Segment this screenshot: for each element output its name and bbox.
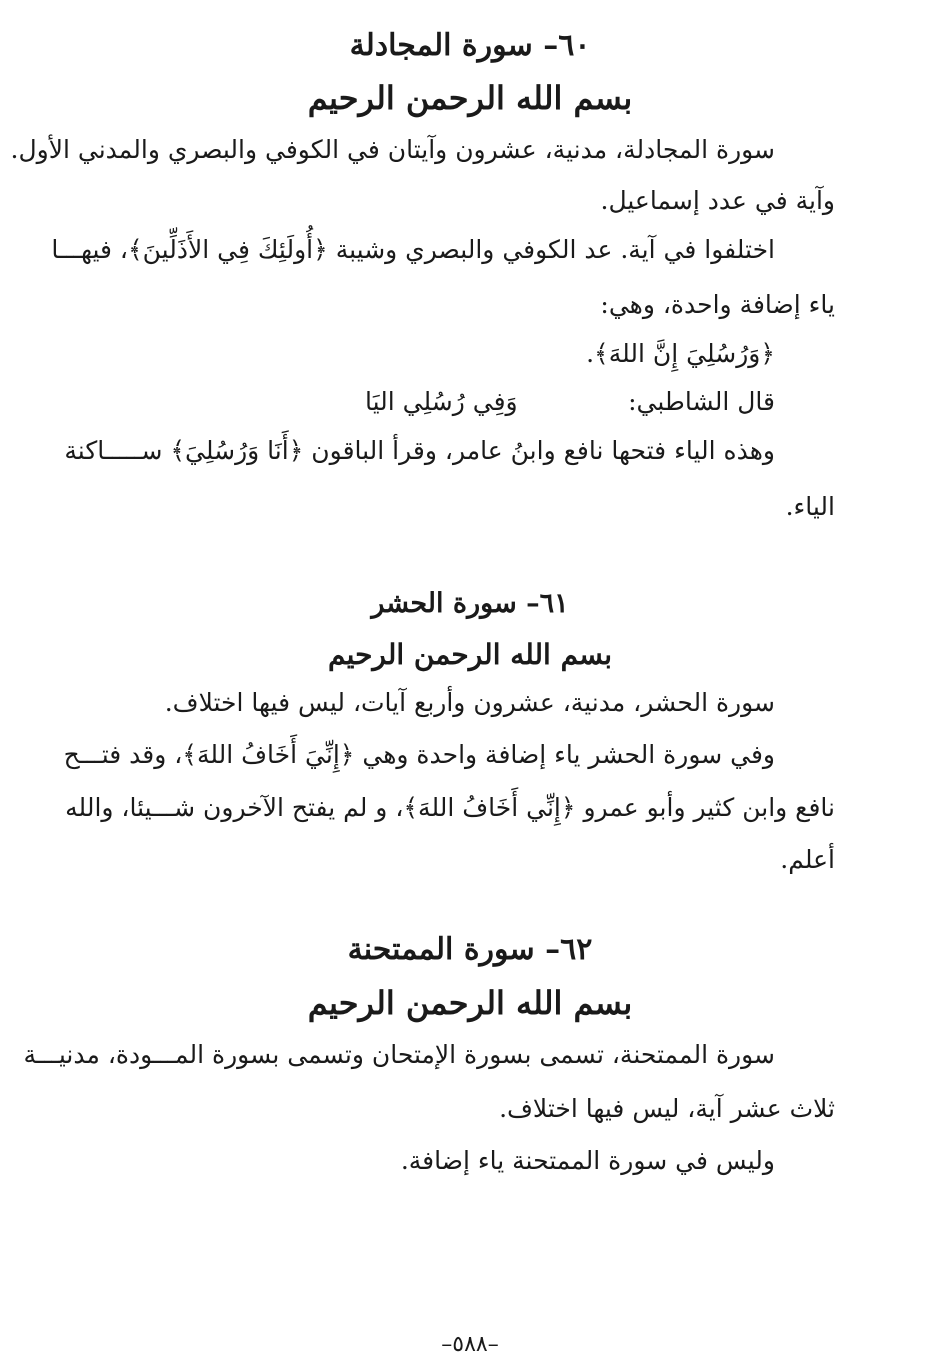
section-title-mumtahana: ٦٢– سورة الممتحنة bbox=[347, 932, 593, 967]
poem-verse: وَفِي رُسُلِي اليَا bbox=[365, 387, 518, 416]
paragraph-line: نافع وابن كثير وأبو عمرو ﴿إِنِّي أَخَافُ اللهَ﴾، و لم يفتح الآخرون شـــيئا، والله bbox=[65, 793, 835, 822]
paragraph-line: سورة الحشر، مدنية، عشرون وأربع آيات، ليس فيها اختلاف. bbox=[164, 688, 775, 717]
quran-verse: ﴿وَرُسُلِيَ إِنَّ اللهَ﴾. bbox=[586, 339, 775, 368]
paragraph-line: وآية في عدد إسماعيل. bbox=[600, 186, 835, 215]
paragraph-line: سورة المجادلة، مدنية، عشرون وآيتان في الكوفي والبصري والمدني الأول. bbox=[10, 135, 775, 164]
poem-attribution: قال الشاطبي: bbox=[628, 387, 775, 416]
paragraph-line: اختلفوا في آية. عد الكوفي والبصري وشيبة ﴿أُولَئِكَ فِي الأَذَلِّينَ﴾، فيهـــا bbox=[51, 235, 775, 264]
basmala-mujadila: بسم الله الرحمن الرحيم bbox=[307, 79, 633, 117]
basmala-hashr: بسم الله الرحمن الرحيم bbox=[328, 638, 612, 671]
paragraph-line: أعلم. bbox=[780, 845, 835, 874]
basmala-mumtahana: بسم الله الرحمن الرحيم bbox=[307, 984, 633, 1022]
section-title-hashr: ٦١– سورة الحشر bbox=[371, 588, 569, 619]
page-number: –٥٨٨– bbox=[441, 1332, 499, 1357]
paragraph-line: ياء إضافة واحدة، وهي: bbox=[600, 290, 835, 319]
paragraph-line: ثلاث عشر آية، ليس فيها اختلاف. bbox=[499, 1094, 835, 1123]
paragraph-line: الياء. bbox=[785, 492, 835, 521]
paragraph-line: وليس في سورة الممتحنة ياء إضافة. bbox=[400, 1146, 775, 1175]
paragraph-line: وفي سورة الحشر ياء إضافة واحدة وهي ﴿إِنِّيَ أَخَافُ اللهَ﴾، وقد فتـــح bbox=[63, 740, 775, 769]
paragraph-line: سورة الممتحنة، تسمى بسورة الإمتحان وتسمى بسورة المـــودة، مدنيـــة bbox=[23, 1040, 775, 1069]
paragraph-line: وهذه الياء فتحها نافع وابنُ عامر، وقرأ الباقون ﴿أَنَا وَرُسُلِيَ﴾ ســـــاكنة bbox=[64, 436, 775, 465]
section-title-mujadila: ٦٠– سورة المجادلة bbox=[349, 28, 591, 63]
